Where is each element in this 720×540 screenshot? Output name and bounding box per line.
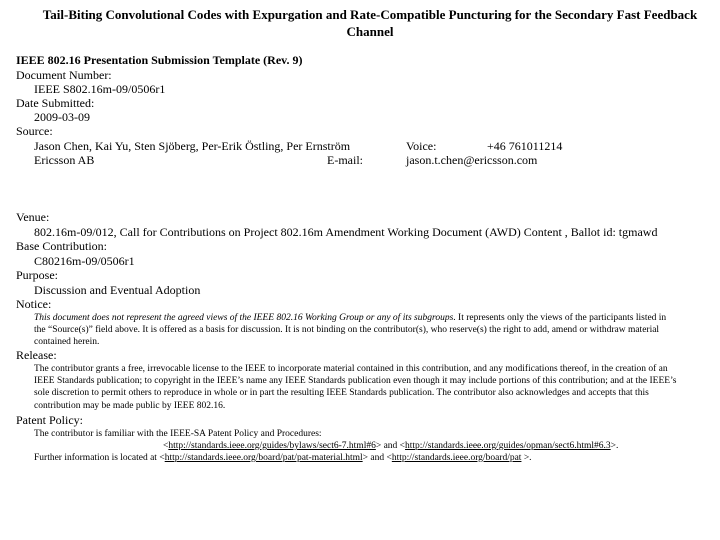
date-submitted-value: 2009-03-09 <box>34 110 90 124</box>
board-pat-link[interactable]: http://standards.ieee.org/board/pat <box>391 453 522 463</box>
bracket-open: < <box>159 453 165 463</box>
date-submitted-label: Date Submitted: <box>16 96 95 110</box>
document-number-value: IEEE S802.16m-09/0506r1 <box>34 82 166 96</box>
notice-line-1-rest: . It represents only the views of the participants listed in <box>453 313 667 323</box>
patent-links-line <box>163 440 618 452</box>
patent-further-line <box>34 452 532 464</box>
bracket-close: > <box>375 441 382 451</box>
notice-line-1 <box>34 312 666 324</box>
and-text: and <box>381 441 400 451</box>
purpose-label: Purpose: <box>16 268 58 282</box>
further-info-text: Further information is located at <box>34 453 160 463</box>
voice-label: Voice: <box>406 139 437 153</box>
opman-link[interactable]: http://standards.ieee.org/guides/opman/sect6.html#6.3 <box>405 441 611 451</box>
notice-label: Notice: <box>16 297 52 311</box>
and-text: and <box>368 453 387 463</box>
document-title: Tail-Biting Convolutional Codes with Expurgation and Rate-Compatible Puncturing for the Secondary Fast Feedback Channel <box>42 7 698 39</box>
source-label: Source: <box>16 124 53 138</box>
base-contribution-value: C80216m-09/0506r1 <box>34 254 135 268</box>
bracket-open: < <box>163 441 169 451</box>
source-authors: Jason Chen, Kai Yu, Sten Sjöberg, Per-Erik Östling, Per Ernström <box>34 139 351 153</box>
notice-line-2: the “Source(s)” field above. It is offered as a basis for discussion. It is not binding on the contributor(s), who reserve(s) the right to add, amend or withdraw material <box>34 325 660 335</box>
email-label: E-mail: <box>327 153 363 167</box>
bracket-close: >. <box>521 453 532 463</box>
voice-value: +46 761011214 <box>487 139 563 153</box>
release-line-3: sole discretion to permit others to reproduce in whole or in part the resulting IEEE Standards publication. The contributor also acknowledges and accepts that this <box>34 388 649 398</box>
bracket-close: > <box>362 453 368 463</box>
template-heading: IEEE 802.16 Presentation Submission Template (Rev. 9) <box>16 53 303 67</box>
venue-label: Venue: <box>16 210 50 224</box>
bracket-close: >. <box>610 441 619 451</box>
release-label: Release: <box>16 348 57 362</box>
bylaws-link[interactable]: http://standards.ieee.org/guides/bylaws/sect6-7.html#6 <box>168 441 376 451</box>
patent-policy-label: Patent Policy: <box>16 413 83 427</box>
release-line-2: IEEE Standards publication; to copyright in the IEEE’s name any IEEE Standards publication even though it may include portions of this contribution; and at the IEEE’s <box>34 376 677 386</box>
patent-line-1: The contributor is familiar with the IEEE-SA Patent Policy and Procedures: <box>34 429 322 439</box>
pat-material-link[interactable]: http://standards.ieee.org/board/pat/pat-material.html <box>164 453 363 463</box>
notice-italic-text: This document does not represent the agreed views of the IEEE 802.16 Working Group or any of its subgroups <box>34 313 454 323</box>
release-line-4: contribution may be made public by IEEE 802.16. <box>34 401 226 411</box>
base-contribution-label: Base Contribution: <box>16 239 107 253</box>
release-line-1: The contributor grants a free, irrevocable license to the IEEE to incorporate material contained in this contribution, and any modifications thereof, in the creation of an <box>34 364 668 374</box>
bracket-open: < <box>399 441 406 451</box>
venue-value: 802.16m-09/012, Call for Contributions on Project 802.16m Amendment Working Document (AWD) Content , Ballot id: tgmawd <box>34 225 658 239</box>
bracket-open: < <box>386 453 392 463</box>
source-organization: Ericsson AB <box>34 153 95 167</box>
document-number-label: Document Number: <box>16 68 112 82</box>
notice-line-3: contained herein. <box>34 337 100 347</box>
purpose-value: Discussion and Eventual Adoption <box>34 283 201 297</box>
email-value[interactable]: jason.t.chen@ericsson.com <box>406 153 538 167</box>
